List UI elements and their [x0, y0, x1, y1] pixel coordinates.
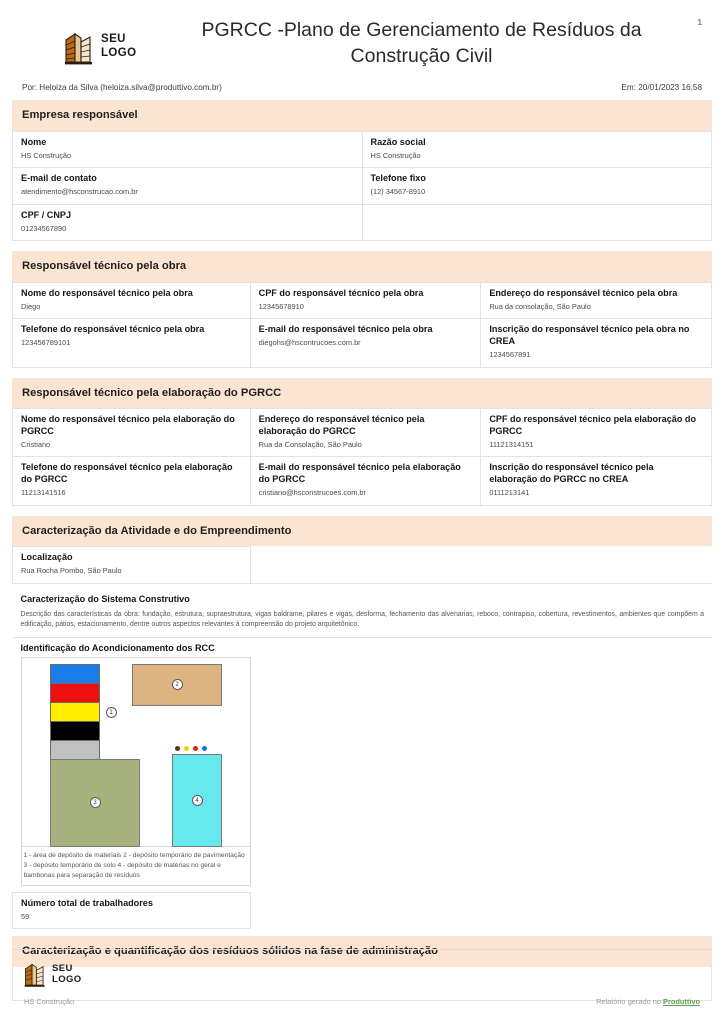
diagram-badge-3: 3	[90, 797, 101, 808]
field-endereco-resp-obra	[481, 282, 712, 319]
field-nome-resp-pgrcc	[13, 408, 251, 456]
field-value: HS Construção	[370, 150, 421, 160]
table-row	[13, 546, 713, 583]
table-row	[13, 583, 713, 637]
header-logo	[22, 18, 181, 66]
field-email-resp-pgrcc	[250, 457, 481, 505]
diagram-stripe-black	[50, 721, 100, 741]
diagram-caption: 1 - área de depósito de materiais 2 - depósito temporário de pavimentação 3 - depósito temporário de solo 4 - depósito de matérias no geral e bambonas para separação de resíduos	[21, 846, 251, 886]
rcc-layout-diagram	[21, 657, 251, 847]
logo-line-2: LOGO	[101, 47, 137, 59]
field-value: atendimento@hsconstrucao.com.br	[21, 187, 138, 197]
field-value: 01234567890	[21, 223, 67, 233]
field-email-contato	[13, 168, 363, 205]
document-header	[0, 0, 724, 69]
document-content	[0, 100, 724, 1000]
field-label: Número total de trabalhadores	[21, 897, 153, 908]
table-resp-pgrcc	[12, 408, 712, 506]
table-row	[13, 637, 713, 892]
field-value: Rua da consolação, São Paulo	[489, 301, 591, 311]
field-label: Telefone do responsável técnico pela elaboração do PGRCC	[21, 462, 233, 485]
field-label: Razão social	[370, 136, 426, 147]
table-row	[13, 204, 712, 241]
field-value: cristiano@hsconstrucoes.com.br	[258, 487, 366, 497]
field-value: (12) 34567-8910	[370, 187, 426, 197]
table-row	[13, 168, 712, 205]
section-header-resp-obra: Responsável técnico pela obra	[12, 251, 712, 281]
field-acondicionamento	[13, 637, 713, 892]
page-title: PGRCC -Plano de Gerenciamento de Resíduos da Construção Civil	[201, 19, 642, 67]
field-label: Nome do responsável técnico pela obra	[21, 287, 193, 298]
field-empty	[250, 892, 712, 929]
field-value: 123456789101	[21, 338, 71, 348]
field-telefone-resp-pgrcc	[13, 457, 251, 505]
field-label: E-mail do responsável técnico pela elaboração do PGRCC	[258, 462, 461, 485]
field-value: 11121314151	[489, 439, 534, 449]
table-row	[13, 457, 712, 505]
field-nome-resp-obra	[13, 282, 251, 319]
diagram-stripe-red	[50, 683, 100, 703]
footer-logo	[12, 960, 712, 988]
field-cpf-resp-pgrcc	[481, 408, 712, 456]
diagram-badge-2: 2	[172, 679, 183, 690]
diagram-dot-red	[193, 746, 198, 751]
field-telefone-fixo	[362, 168, 712, 205]
field-value: Rua da Consolação, São Paulo	[258, 439, 362, 449]
table-row	[13, 131, 712, 168]
section-header-residuos: Caracterização e quantificação dos resíduos sólidos na fase de administração	[12, 936, 712, 966]
diagram-badge-1: 1	[106, 707, 117, 718]
diagram-stripe-gray	[50, 740, 100, 760]
field-empty	[362, 204, 712, 241]
field-numero-trabalhadores	[13, 892, 251, 929]
field-crea-resp-obra	[481, 319, 712, 367]
field-label: Nome do responsável técnico pela elaboração do PGRCC	[21, 413, 235, 436]
table-row	[13, 408, 712, 456]
table-empresa	[12, 131, 712, 242]
field-label: Inscrição do responsável técnico pela elaboração do PGRCC no CREA	[489, 462, 654, 485]
field-label: Endereço do responsável técnico pela obra	[489, 287, 678, 298]
table-row	[13, 892, 713, 929]
field-value: Descrição das características da obra: fundação, estrutura, supraestrutura, vigas baldrame, pilares e vigas, desforma, fechamento das alvenarias, reboco, contrapiso, cobertura, revestimentos, ambientes que compõem a edificação, pátios, estacionamento, dentre outros aspectos relevantes à compreensão do projeto arquitetônico.	[20, 610, 704, 629]
field-label: CPF do responsável técnico pela elaboração do PGRCC	[489, 413, 697, 436]
logo-line-1: SEU	[101, 33, 126, 46]
field-value: Cristiano	[21, 439, 51, 449]
table-resp-obra	[12, 282, 712, 368]
diagram-badge-4: 4	[192, 795, 203, 806]
field-razao-social	[362, 131, 712, 168]
footer-row	[12, 997, 712, 1006]
field-telefone-resp-obra	[13, 319, 251, 367]
field-value: diegohs@hscontrucoes.com.br	[258, 338, 361, 348]
table-row	[13, 282, 712, 319]
footer-logo-line-2: LOGO	[52, 974, 82, 985]
byline-author: Por: Heloiza da Silva (heloiza.silva@produttivo.com.br)	[22, 83, 222, 93]
field-label: Caracterização do Sistema Construtivo	[20, 593, 190, 604]
document-footer	[12, 949, 712, 1006]
logo-text	[101, 33, 136, 60]
diagram-dot-yellow	[184, 746, 189, 751]
field-value: 59	[21, 911, 30, 921]
page-number: 1	[697, 18, 702, 27]
field-value: HS Construção	[21, 150, 72, 160]
field-label: CPF / CNPJ	[21, 209, 72, 220]
field-sistema-construtivo	[13, 583, 713, 637]
byline	[0, 69, 724, 100]
field-label: E-mail do responsável técnico pela obra	[258, 324, 433, 335]
field-cpf-cnpj	[13, 204, 363, 241]
section-header-empresa: Empresa responsável	[12, 100, 712, 130]
table-row	[13, 319, 712, 367]
field-empty	[250, 546, 712, 583]
building-logo-icon	[24, 960, 46, 988]
footer-generated	[596, 997, 700, 1006]
field-nome	[13, 131, 363, 168]
field-label: Inscrição do responsável técnico pela obra no CREA	[489, 324, 690, 347]
field-label: Localização	[21, 551, 73, 562]
field-label: CPF do responsável técnico pela obra	[258, 287, 424, 298]
table-caracterizacao	[12, 546, 712, 930]
diagram-stripe-blue	[50, 664, 100, 684]
field-label: Telefone fixo	[370, 173, 426, 184]
footer-logo-line-1: SEU	[52, 962, 73, 974]
diagram-stripe-yellow	[50, 702, 100, 722]
field-endereco-resp-pgrcc	[250, 408, 481, 456]
field-cpf-resp-obra	[250, 282, 481, 319]
field-value: 0111213141	[489, 487, 530, 497]
field-value: Diego	[21, 301, 41, 311]
field-label: E-mail de contato	[21, 173, 97, 184]
field-label: Endereço do responsável técnico pela elaboração do PGRCC	[258, 413, 425, 436]
field-localizacao	[13, 546, 251, 583]
field-value: 1234567891	[489, 349, 531, 359]
field-label: Identificação do Acondicionamento dos RCC	[20, 642, 215, 653]
field-email-resp-obra	[250, 319, 481, 367]
footer-company: HS Construção	[24, 997, 75, 1006]
footer-logo-text	[52, 963, 82, 985]
field-value: Rua Rocha Pombo, São Paulo	[21, 565, 122, 575]
byline-date: Em: 20/01/2023 16:58	[621, 83, 702, 93]
section-header-caracterizacao: Caracterização da Atividade e do Empreendimento	[12, 516, 712, 546]
field-crea-resp-pgrcc	[481, 457, 712, 505]
field-label: Nome	[21, 136, 47, 147]
field-value: 12345678910	[258, 301, 304, 311]
produttivo-link[interactable]: Produttivo	[663, 997, 700, 1006]
footer-generated-text: Relatório gerado no	[596, 997, 664, 1006]
field-value: 11213141516	[21, 487, 66, 497]
section-header-resp-pgrcc: Responsável técnico pela elaboração do PGRCC	[12, 378, 712, 408]
diagram-dot-blue	[202, 746, 207, 751]
diagram-dot-brown	[175, 746, 180, 751]
building-logo-icon	[64, 28, 94, 66]
field-label: Telefone do responsável técnico pela obra	[21, 324, 205, 335]
